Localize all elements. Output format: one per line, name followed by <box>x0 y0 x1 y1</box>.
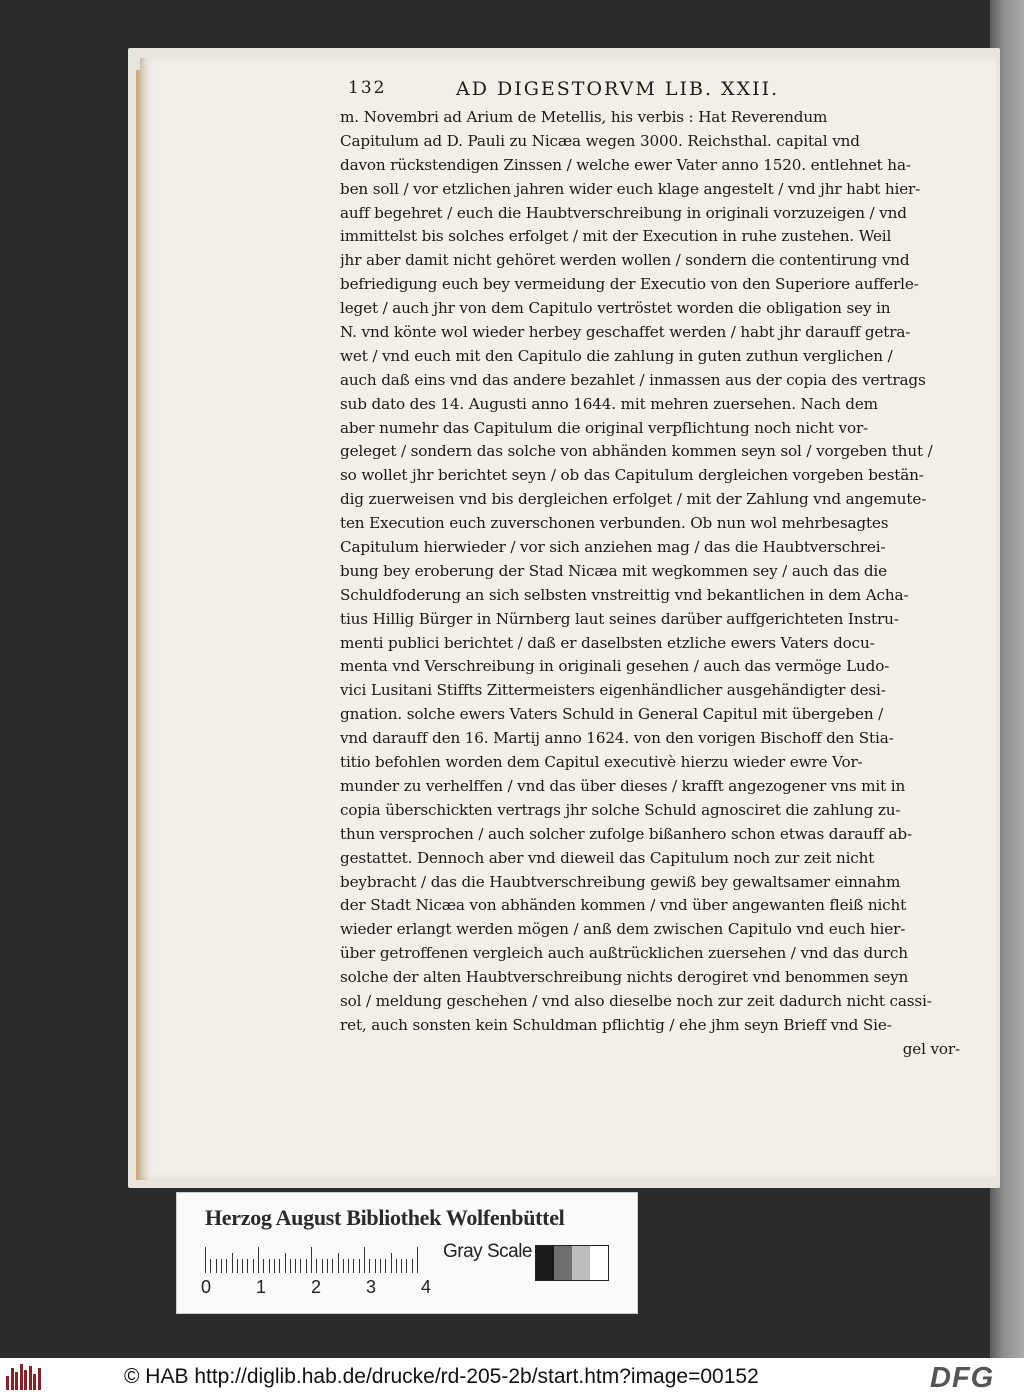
text-line: der Stadt Nicæa von abhänden kommen / vnd über angewanten fleiß nicht <box>340 896 907 915</box>
ruler-tick <box>369 1259 370 1273</box>
text-line: gestattet. Dennoch aber vnd dieweil das Capitulum noch zur zeit nicht <box>340 848 875 867</box>
text-line: geleget / sondern das solche von abhänden kommen seyn sol / vorgeben thut / <box>340 442 933 461</box>
ruler-tick <box>221 1259 222 1273</box>
ruler-tick <box>216 1259 217 1273</box>
text-line: Schuldfoderung an sich selbsten vnstreittig vnd bekantlichen in dem Acha- <box>340 585 909 604</box>
ruler-tick <box>343 1259 344 1273</box>
text-line: sol / meldung geschehen / vnd also dieselbe noch zur zeit dadurch nicht cassi- <box>340 991 932 1010</box>
ruler-tick <box>232 1253 233 1273</box>
ruler-tick <box>322 1259 323 1273</box>
text-line: auch daß eins vnd das andere bezahlet / inmassen aus der copia des vertrags <box>340 370 926 389</box>
text-line: ten Execution euch zuverschonen verbunden. Ob nun wol mehrbesagtes <box>340 514 889 533</box>
ruler-number: 0 <box>201 1277 212 1297</box>
logo-bar <box>15 1372 18 1390</box>
text-line: bung bey eroberung der Stad Nicæa mit wegkommen sey / auch das die <box>340 561 887 580</box>
gray-scale-label: Gray Scale <box>443 1241 532 1262</box>
text-line: auff begehret / euch die Haubtverschreibung in originali vorzuzeigen / vnd <box>340 203 907 222</box>
ruler-tick <box>242 1259 243 1273</box>
text-line: copia überschickten vertrags jhr solche Schuld agnosciret die zahlung zu- <box>340 800 901 819</box>
ruler-tick <box>359 1259 360 1273</box>
logo-bar <box>38 1368 41 1390</box>
ruler-tick <box>274 1259 275 1273</box>
text-line: menta vnd Verschreibung in originali gesehen / auch das vermöge Ludo- <box>340 657 890 676</box>
text-line: thun versprochen / auch solcher zufolge bißanhero schon etwas darauff ab- <box>340 824 912 843</box>
text-line: dig zuerweisen vnd bis dergleichen erfolget / mit der Zahlung vnd angemute- <box>340 490 927 509</box>
viewer-footer <box>0 1358 1024 1397</box>
text-line: jhr aber damit nicht gehöret werden wollen / sondern die contentirung vnd <box>340 251 910 270</box>
ruler-tick <box>391 1253 392 1273</box>
text-line: vnd darauff den 16. Martij anno 1624. von den vorigen Bischoff den Stia- <box>340 729 894 748</box>
scale-ruler <box>205 1247 421 1273</box>
text-line: tius Hillig Bürger in Nürnberg laut seines darüber auffgerichteten Instru- <box>340 609 899 628</box>
text-line: N. vnd könte wol wieder herbey geschaffet werden / habt jhr darauff getra- <box>340 323 911 342</box>
logo-bar <box>20 1364 23 1390</box>
text-line: m. Novembri ad Arium de Metellis, his verbis : Hat Reverendum <box>340 108 828 126</box>
hab-logo-icon <box>6 1364 42 1390</box>
ruler-tick <box>380 1259 381 1273</box>
page-number: 132 <box>348 78 387 98</box>
page-body-text <box>340 106 960 1062</box>
text-line: leget / auch jhr von dem Capitulo vertröstet worden die obligation sey in <box>340 299 891 318</box>
ruler-tick <box>295 1259 296 1273</box>
color-calibration-card <box>176 1192 638 1314</box>
ruler-tick <box>417 1247 418 1273</box>
ruler-tick <box>353 1259 354 1273</box>
logo-bar <box>24 1370 27 1390</box>
logo-bar <box>33 1374 36 1390</box>
ruler-number: 3 <box>366 1277 377 1297</box>
text-line: sub dato des 14. Augusti anno 1644. mit mehren zuersehen. Nach dem <box>340 394 878 413</box>
text-line: ret, auch sonsten kein Schuldman pflichtig / ehe jhm seyn Brieff vnd Sie- <box>340 1015 892 1034</box>
ruler-tick <box>406 1259 407 1273</box>
ruler-tick <box>205 1247 206 1273</box>
text-line: beybracht / das die Haubtverschreibung gewiß bey gewaltsamer einnahm <box>340 872 901 891</box>
text-line: titio befohlen worden dem Capitul executivè hierzu wieder ewre Vor- <box>340 753 863 772</box>
ruler-tick <box>290 1259 291 1273</box>
swatch-dark-gray <box>554 1246 572 1280</box>
ruler-tick <box>300 1259 301 1273</box>
ruler-number: 1 <box>256 1277 267 1297</box>
ruler-tick <box>285 1253 286 1273</box>
ruler-tick <box>412 1259 413 1273</box>
ruler-tick <box>226 1259 227 1273</box>
text-line: ben soll / vor etzlichen jahren wider euch klage angestelt / vnd jhr habt hier- <box>340 179 921 198</box>
ruler-tick <box>263 1259 264 1273</box>
text-line: munder zu verhelffen / vnd das über dieses / krafft angezogener vns mit in <box>340 776 906 795</box>
ruler-tick <box>385 1259 386 1273</box>
ruler-tick <box>401 1259 402 1273</box>
footer-credit-link[interactable]: © HAB http://diglib.hab.de/drucke/rd-205-2b/start.htm?image=00152 <box>124 1365 759 1388</box>
running-title: AD DIGESTORVM LIB. XXII. <box>456 78 780 100</box>
text-line: solche der alten Haubtverschreibung nichts derogiret vnd benommen seyn <box>340 968 909 987</box>
text-line: aber numehr das Capitulum die original verpflichtung noch nicht vor- <box>340 418 869 437</box>
swatch-light-gray <box>572 1246 590 1280</box>
ruler-tick <box>327 1259 328 1273</box>
ruler-number: 2 <box>311 1277 322 1297</box>
ruler-tick <box>210 1259 211 1273</box>
ruler-tick <box>258 1247 259 1273</box>
ruler-tick <box>247 1259 248 1273</box>
text-line: befriedigung euch bey vermeidung der Executio von den Superiore aufferle- <box>340 275 919 294</box>
text-line: immittelst bis solches erfolget / mit der Execution in ruhe zustehen. Weil <box>340 227 892 246</box>
ruler-tick <box>237 1259 238 1273</box>
logo-bar <box>11 1368 14 1390</box>
text-line: Capitulum hierwieder / vor sich anziehen mag / das die Haubtverschrei- <box>340 538 886 557</box>
swatch-black <box>536 1246 554 1280</box>
ruler-tick <box>306 1259 307 1273</box>
page-header <box>348 78 958 102</box>
text-line: so wollet jhr berichtet seyn / ob das Capitulum dergleichen vorgeben bestän- <box>340 466 924 485</box>
logo-bar <box>29 1366 32 1390</box>
ruler-number: 4 <box>421 1277 432 1297</box>
ruler-tick <box>316 1259 317 1273</box>
ruler-tick <box>253 1259 254 1273</box>
text-line: gnation. solche ewers Vaters Schuld in General Capitul mit übergeben / <box>340 705 884 724</box>
swatch-white <box>590 1246 608 1280</box>
ruler-tick <box>348 1259 349 1273</box>
dfg-logo: DFG <box>930 1362 995 1394</box>
catchword: gel vor- <box>902 1039 960 1058</box>
ruler-tick <box>375 1259 376 1273</box>
text-line: wieder erlangt werden mögen / anß dem zwischen Capitulo vnd euch hier- <box>340 920 906 939</box>
text-line: wet / vnd euch mit den Capitulo die zahlung in guten zuthun verglichen / <box>340 346 893 365</box>
text-line: menti publici berichtet / daß er daselbsten etzliche ewers Vaters docu- <box>340 633 875 652</box>
library-name: Herzog August Bibliothek Wolfenbüttel <box>205 1205 565 1230</box>
ruler-numbers <box>201 1277 441 1299</box>
text-line: über getroffenen vergleich auch außtrücklichen zuersehen / vnd das durch <box>340 944 908 963</box>
text-line: vici Lusitani Stiffts Zittermeisters eigenhändlicher ausgehändigter desi- <box>340 681 886 700</box>
ruler-tick <box>332 1259 333 1273</box>
gray-scale-swatches <box>535 1245 609 1281</box>
ruler-tick <box>279 1259 280 1273</box>
logo-bar <box>6 1376 9 1390</box>
ruler-tick <box>364 1247 365 1273</box>
text-line: davon rückstendigen Zinssen / welche ewer Vater anno 1520. entlehnet ha- <box>340 155 911 174</box>
text-line: Capitulum ad D. Pauli zu Nicæa wegen 3000. Reichsthal. capital vnd <box>340 131 860 150</box>
ruler-tick <box>396 1259 397 1273</box>
ruler-tick <box>338 1253 339 1273</box>
ruler-tick <box>269 1259 270 1273</box>
ruler-tick <box>311 1247 312 1273</box>
